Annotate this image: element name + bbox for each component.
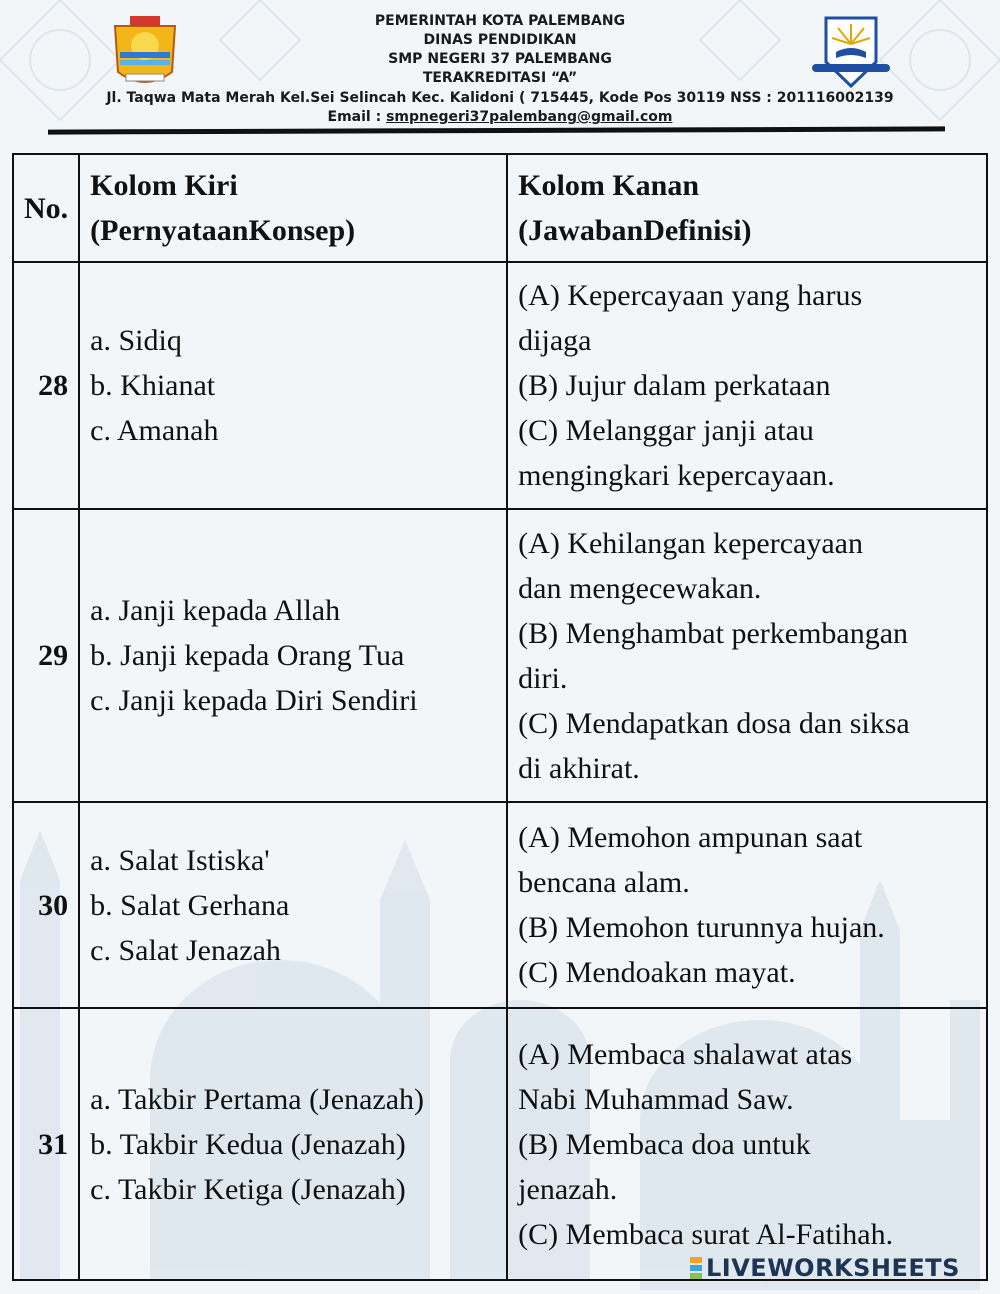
- email-link[interactable]: smpnegeri37palembang@gmail.com: [386, 109, 673, 125]
- table-row: [13, 262, 987, 509]
- definition-line: (C) Melanggar janji atau: [518, 414, 814, 447]
- concept-option: b. Khianat: [90, 369, 216, 402]
- email-row: [0, 108, 1000, 127]
- concept-option: a. Sidiq: [90, 324, 182, 357]
- liveworksheets-logo-icon: [690, 1256, 702, 1280]
- definition-line: (B) Menghambat perkembangan: [518, 616, 909, 650]
- header-no: No.: [13, 154, 79, 262]
- left-concepts-cell: [79, 802, 507, 1008]
- concept-option: c. Janji kepada Diri Sendiri: [90, 684, 418, 717]
- table-row: [13, 509, 987, 802]
- matching-table: [12, 153, 988, 1281]
- header-line-4: TERAKREDITASI “A”: [422, 70, 578, 86]
- concept-option: c. Amanah: [90, 414, 219, 447]
- header-left-column: [79, 154, 507, 262]
- definition-line: Nabi Muhammad Saw.: [518, 1082, 794, 1116]
- row-number: 28: [13, 262, 79, 509]
- definition-line: (C) Membaca surat Al-Fatihah.: [518, 1217, 894, 1251]
- header-right-column: [507, 154, 987, 262]
- concept-option: b. Janji kepada Orang Tua: [90, 639, 405, 672]
- letterhead: [0, 0, 1000, 150]
- header-line-1: PEMERINTAH KOTA PALEMBANG: [374, 13, 626, 29]
- right-definitions-cell: [507, 509, 987, 802]
- right-definitions-cell: [507, 262, 987, 509]
- liveworksheets-watermark: [690, 1254, 960, 1282]
- header-left-title: Kolom Kiri: [90, 169, 238, 202]
- concept-option: b. Salat Gerhana: [90, 888, 290, 922]
- definition-line: (A) Kepercayaan yang harus: [518, 279, 863, 312]
- concept-option: a. Janji kepada Allah: [90, 594, 341, 627]
- school-address: Jl. Taqwa Mata Merah Kel.Sei Selincah Kec. Kalidoni ( 715445, Kode Pos 30119 NSS : 201116002139: [106, 90, 894, 106]
- header-right-title: Kolom Kanan: [518, 169, 700, 202]
- watermark-text: LIVEWORKSHEETS: [706, 1254, 960, 1282]
- definition-line: (B) Memohon turunnya hujan.: [518, 911, 885, 944]
- definition-line: bencana alam.: [518, 866, 690, 899]
- definition-line: (A) Membaca shalawat atas: [518, 1037, 853, 1071]
- definition-line: jenazah.: [518, 1172, 618, 1206]
- header-line-3: SMP NEGERI 37 PALEMBANG: [388, 51, 612, 67]
- table-header-row: [13, 154, 987, 262]
- table-row: [13, 1008, 987, 1280]
- table-row: [13, 802, 987, 1008]
- concept-option: c. Salat Jenazah: [90, 933, 281, 967]
- definition-line: (C) Mendapatkan dosa dan siksa: [518, 706, 910, 740]
- definition-line: (B) Jujur dalam perkataan: [518, 369, 831, 402]
- left-concepts-cell: [79, 262, 507, 509]
- definition-line: (B) Membaca doa untuk: [518, 1127, 811, 1161]
- concept-option: a. Salat Istiska': [90, 843, 270, 877]
- row-number: 31: [13, 1008, 79, 1280]
- definition-line: (A) Kehilangan kepercayaan: [518, 526, 863, 560]
- header-divider: [48, 126, 945, 134]
- definition-line: (A) Memohon ampunan saat: [518, 821, 863, 854]
- concept-option: b. Takbir Kedua (Jenazah): [90, 1127, 406, 1161]
- definition-line: dijaga: [518, 324, 592, 357]
- definition-line: diri.: [518, 661, 568, 695]
- header-line-2: DINAS PENDIDIKAN: [423, 32, 577, 48]
- left-concepts-cell: [79, 1008, 507, 1280]
- email-label: Email :: [327, 109, 387, 125]
- right-definitions-cell: [507, 802, 987, 1008]
- row-number: 29: [13, 509, 79, 802]
- definition-line: di akhirat.: [518, 751, 640, 785]
- row-number: 30: [13, 802, 79, 1008]
- concept-option: a. Takbir Pertama (Jenazah): [90, 1082, 425, 1116]
- right-definitions-cell: [507, 1008, 987, 1280]
- definition-line: dan mengecewakan.: [518, 571, 762, 605]
- definition-line: (C) Mendoakan mayat.: [518, 956, 796, 989]
- concept-option: c. Takbir Ketiga (Jenazah): [90, 1172, 406, 1206]
- header-left-subtitle: (PernyataanKonsep): [90, 214, 356, 247]
- left-concepts-cell: [79, 509, 507, 802]
- header-right-subtitle: (JawabanDefinisi): [518, 214, 752, 247]
- definition-line: mengingkari kepercayaan.: [518, 459, 835, 492]
